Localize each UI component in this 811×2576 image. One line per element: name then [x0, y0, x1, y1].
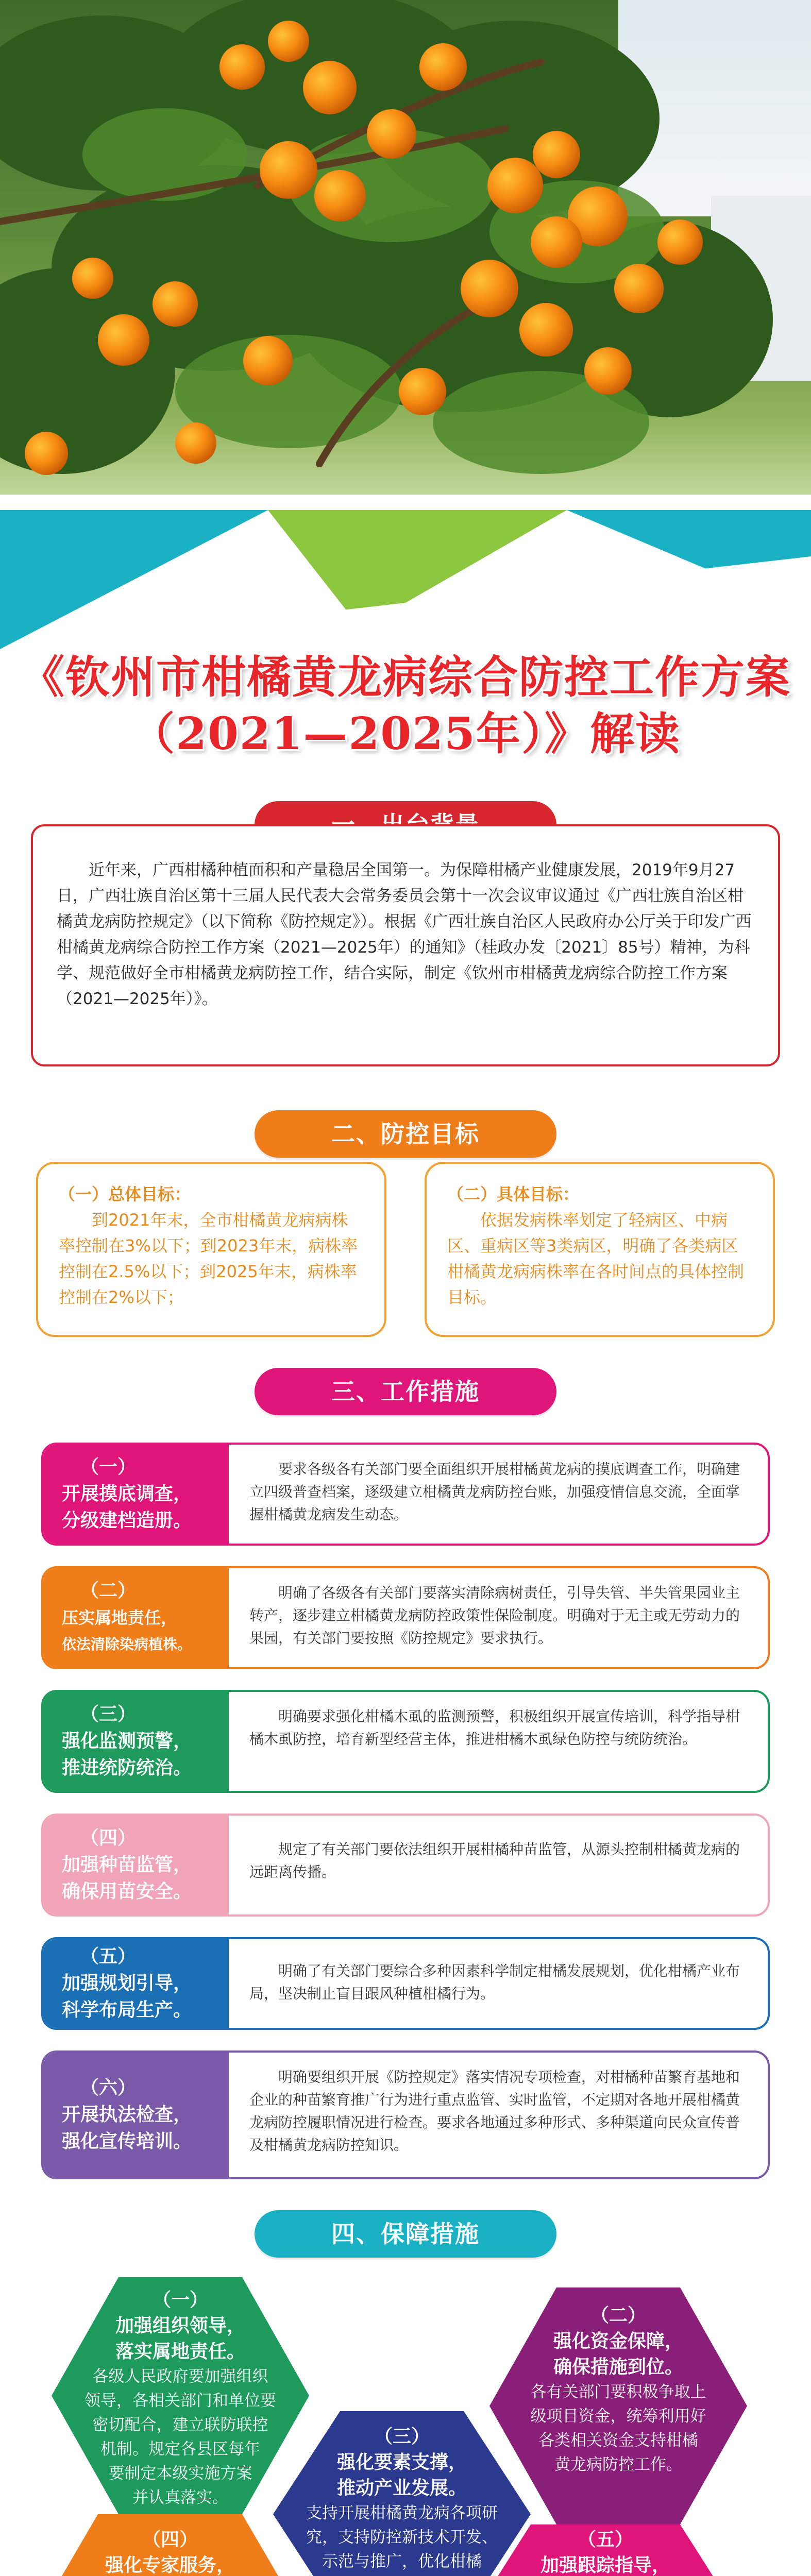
measure-row-6 — [41, 2050, 770, 2179]
hex-3-num: （三） — [374, 2426, 430, 2447]
hex-3-head1: 强化要素支撑， — [336, 2452, 467, 2473]
hex-3-head2: 推动产业发展。 — [336, 2478, 467, 2499]
section1-body: 近年来，广西柑橘种植面积和产量稳居全国第一。为保障柑橘产业健康发展，2019年9月27日，广西壮族自治区第十三届人民代表大会常务委员会第十一次会议审议通过《广西壮族自治区柑橘黄龙病防控规定》（以下简称《防控规定》）。根据《广西壮族自治区人民政府办公厅关于印发广西柑橘黄龙病综合防控工作方案（2021—2025年）的通知》（桂政办发〔2021〕85号）精神，为科学、规范做好全市柑橘黄龙病防控工作，结合实际，制定《钦州市柑橘黄龙病综合防控工作方案（2021—2025年）》。 — [57, 861, 752, 1008]
hex-2-head2: 确保措施到位。 — [553, 2357, 683, 2378]
measure-2-title1: 压实属地责任， — [62, 1608, 178, 1628]
measure-5-num: （五） — [80, 1946, 136, 1967]
hex-1-body-1: 领导，各相关部门和单位要 — [85, 2392, 276, 2410]
measure-6-text: 明确要组织开展《防控规定》落实情况专项检查，对柑橘种苗繁育基地和企业的种苗繁育推广行为进行重点监管、实时监管，不定期对各地开展柑橘黄龙病防控履职情况进行检查。要求各地通过多种形式、多种渠道向民众宣传普及柑橘黄龙病防控知识。 — [249, 2069, 740, 2154]
measure-row-5 — [41, 1937, 770, 2030]
section3-heading-text: 三、工作措施 — [331, 1378, 480, 1405]
measure-5-tag — [43, 1939, 229, 2028]
section3-heading — [255, 1368, 556, 1415]
goal-specific-box — [425, 1162, 775, 1337]
hex-1-body-3: 机制。规定各县区每年 — [100, 2440, 260, 2459]
section2-heading-text: 二、防控目标 — [331, 1120, 480, 1148]
section1-box — [31, 824, 780, 1066]
section2-heading — [255, 1110, 556, 1158]
hex-1-head2: 落实属地责任。 — [115, 2341, 245, 2362]
hex-2-body-1: 级项目资金，统筹利用好 — [530, 2407, 706, 2426]
measure-1-title1: 开展摸底调查， — [62, 1483, 192, 1504]
measure-6-num: （六） — [80, 2077, 136, 2098]
hex-2-text — [495, 2303, 742, 2477]
measure-5-title1: 加强规划引导， — [62, 1973, 192, 1994]
hex-3-body-0: 支持开展柑橘黄龙病各项研 — [306, 2504, 498, 2522]
measure-4-text: 规定了有关部门要依法组织开展柑橘种苗监管，从源头控制柑橘黄龙病的远距离传播。 — [249, 1841, 740, 1880]
orange-tree-illustration — [0, 0, 811, 515]
decorative-band — [0, 495, 811, 665]
goal-overall-body: 到2021年末，全市柑橘黄龙病病株率控制在3%以下；到2023年末，病株率控制在2.5%以下；到2025年末，病株率控制在2%以下； — [59, 1210, 358, 1307]
section4-heading — [255, 2210, 556, 2258]
goal-specific-body: 依据发病株率划定了轻病区、中病区、重病区等3类病区，明确了各类病区柑橘黄龙病病株率在各时间点的具体控制目标。 — [447, 1210, 745, 1307]
hex-2-head1: 强化资金保障， — [553, 2331, 683, 2352]
hex-4-num: （四） — [142, 2529, 198, 2550]
hex-2-body-0: 各有关部门要积极争取上 — [530, 2383, 706, 2401]
measure-row-3 — [41, 1690, 770, 1793]
hex-1-body-0: 各级人民政府要加强组织 — [92, 2367, 268, 2386]
hex-1-num: （一） — [152, 2290, 208, 2311]
hex-4-text — [31, 2527, 309, 2576]
measure-1-title2: 分级建档造册。 — [62, 1510, 192, 1531]
measure-4-tag — [43, 1816, 229, 1914]
hex-1-body-5: 并认真落实。 — [132, 2488, 228, 2507]
measure-2-text: 明确了各级各有关部门要落实清除病树责任，引导失管、半失管果园业主转产，逐步建立柑橘黄龙病防控政策性保险制度。明确对于无主或无劳动力的果园，有关部门要按照《防控规定》要求执行。 — [249, 1584, 740, 1647]
hex-4-head1: 强化专家服务， — [105, 2555, 235, 2576]
title-line-2: （2021—2025年）》解读 — [130, 708, 681, 760]
hex-1-head1: 加强组织领导， — [115, 2315, 245, 2336]
hero-photo — [0, 0, 811, 515]
hex-3-body-1: 究，支持防控新技术开发、 — [306, 2528, 498, 2547]
measure-4-num: （四） — [80, 1827, 136, 1849]
hex-5-text — [464, 2527, 747, 2576]
page-title — [0, 649, 811, 762]
measure-3-text: 明确要求强化柑橘木虱的监测预警，积极组织开展宣传培训，科学指导柑橘木虱防控，培育新型经营主体，推进柑橘木虱绿色防控与统防统治。 — [249, 1708, 740, 1748]
measure-6-title2: 强化宣传培训。 — [62, 2131, 192, 2152]
measure-row-1 — [41, 1443, 770, 1546]
hex-5-num: （五） — [577, 2529, 633, 2550]
measure-6-title1: 开展执法检查， — [62, 2104, 192, 2125]
goal-specific-head: （二）具体目标： — [447, 1184, 580, 1204]
measure-2-title2: 依法清除染病植株。 — [62, 1636, 192, 1653]
measure-1-tag — [43, 1445, 229, 1544]
measure-3-num: （三） — [80, 1704, 136, 1725]
hex-1-body-4: 要制定本级实施方案 — [108, 2464, 252, 2483]
hex-2-num: （二） — [590, 2305, 646, 2326]
hex-2-body-3: 黄龙病防控工作。 — [554, 2455, 682, 2474]
measure-3-title1: 强化监测预警， — [62, 1731, 192, 1752]
hex-3-body-2: 示范与推广，优化柑橘 — [322, 2552, 482, 2571]
measure-2-num: （二） — [80, 1580, 136, 1601]
title-line-1: 《钦州市柑橘黄龙病综合防控工作方案 — [20, 651, 791, 703]
measure-6-tag — [43, 2053, 229, 2177]
measure-row-2 — [41, 1566, 770, 1669]
measure-1-num: （一） — [80, 1456, 136, 1478]
hex-1-body-2: 密切配合，建立联防联控 — [92, 2416, 268, 2434]
hex-1-text — [57, 2287, 304, 2510]
hex-2-body-2: 各类相关资金支持柑橘 — [538, 2431, 698, 2450]
measure-4-title2: 确保用苗安全。 — [62, 1881, 192, 1902]
goal-overall-box — [36, 1162, 386, 1337]
measure-1-text: 要求各级各有关部门要全面组织开展柑橘黄龙病的摸底调查工作，明确建立四级普查档案，逐级建立柑橘黄龙病防控台账，加强疫情信息交流，全面掌握柑橘黄龙病发生动态。 — [249, 1461, 740, 1523]
goal-overall-head: （一）总体目标： — [59, 1184, 191, 1204]
hex-5-head1: 加强跟踪指导， — [540, 2555, 670, 2576]
measure-2-tag — [43, 1568, 229, 1667]
measure-3-title2: 推进统防统治。 — [62, 1757, 192, 1778]
section4-heading-text: 四、保障措施 — [331, 2220, 480, 2248]
measure-row-4 — [41, 1814, 770, 1917]
measure-3-tag — [43, 1692, 229, 1791]
measure-4-title1: 加强种苗监管， — [62, 1854, 192, 1875]
measure-5-text: 明确了有关部门要综合多种因素科学制定柑橘发展规划，优化柑橘产业布局，坚决制止盲目跟风种植柑橘行为。 — [249, 1962, 740, 2002]
measure-5-title2: 科学布局生产。 — [62, 1999, 192, 2021]
